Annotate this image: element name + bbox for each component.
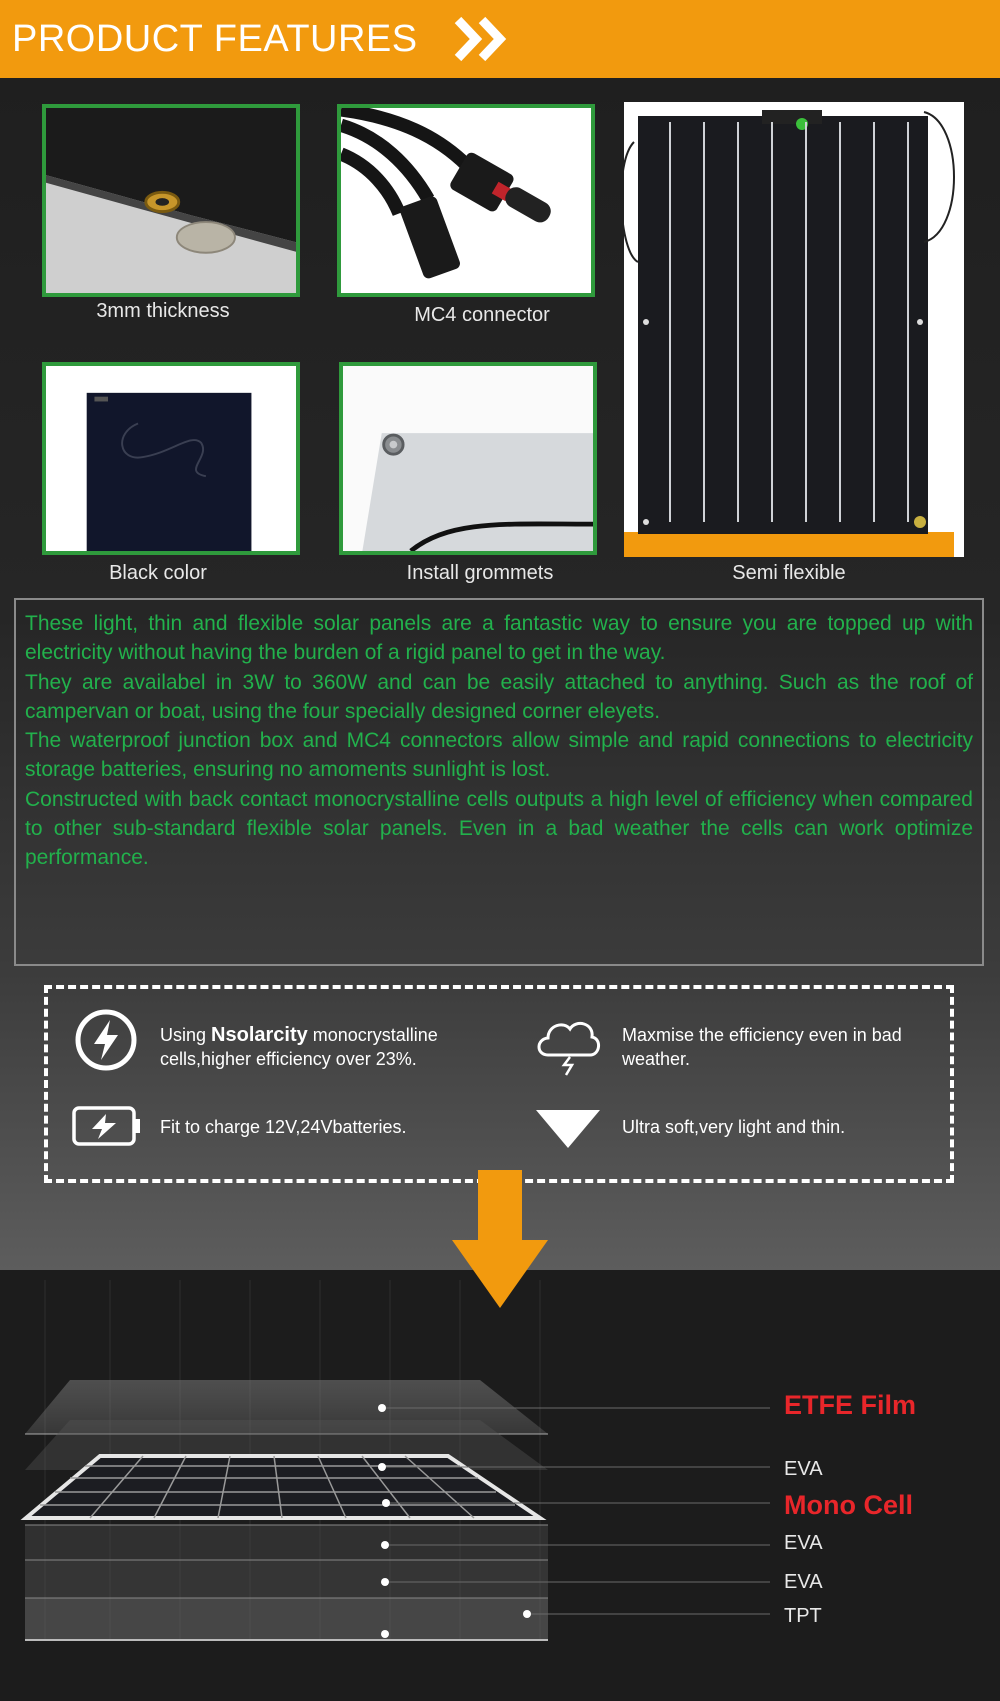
label-etfe-film: ETFE Film (784, 1390, 917, 1420)
black-panel-image (42, 362, 300, 555)
battery-charge-icon (72, 1106, 142, 1146)
description-paragraph: These light, thin and flexible solar panels are a fantastic way to ensure you are topped up with electricity without having the burden of a rigid panel to get in the way. (25, 612, 973, 665)
page-title: PRODUCT FEATURES (12, 18, 418, 60)
thickness-image (42, 104, 300, 297)
description-box (14, 598, 984, 966)
header-banner (0, 0, 1000, 78)
feature-efficiency-text-2: monocrystalline cells,higher efficiency over 23%. (160, 1025, 438, 1069)
caption-semi-flexible: Semi flexible (732, 562, 846, 584)
layer-stack-diagram (0, 1270, 1000, 1701)
triangle-down-icon (536, 1110, 600, 1148)
description-paragraph: They are availabel in 3W to 360W and can be easily attached to anything. Such as the roof of campervan or boat, using the four specially designed corner eleyets. (25, 670, 973, 723)
feature-ultra-soft: Ultra soft,very light and thin. (622, 1117, 846, 1137)
feature-list (44, 985, 954, 1183)
label-eva-3: EVA (784, 1571, 823, 1593)
caption-black-color: Black color (109, 562, 207, 584)
feature-efficiency (160, 1023, 480, 1071)
label-eva-1: EVA (784, 1458, 823, 1480)
feature-bad-weather: Maxmise the efficiency even in bad weather. (622, 1025, 902, 1069)
feature-efficiency-text: Using (160, 1025, 212, 1045)
label-tpt: TPT (784, 1605, 822, 1627)
flexible-panel-image (624, 102, 964, 557)
label-mono-cell: Mono Cell (784, 1490, 913, 1520)
mc4-connector-image (337, 104, 595, 297)
brand-name: Nsolarcity (211, 1024, 308, 1046)
caption-grommets: Install grommets (406, 562, 554, 584)
label-eva-2: EVA (784, 1532, 823, 1554)
description-paragraph: Constructed with back contact monocrystalline cells outputs a high level of efficiency when compared to other sub-standard flexible solar panels. Even in a bad weather the cells can work optimize performance. (25, 787, 973, 870)
caption-mc4: MC4 connector (414, 304, 550, 326)
storm-cloud-icon (534, 1013, 602, 1077)
grommet-image (339, 362, 597, 555)
double-chevron-right-icon (452, 16, 508, 62)
lightning-circle-icon (74, 1008, 138, 1072)
description-paragraph: The waterproof junction box and MC4 connectors allow simple and rapid connections to electricity storage batteries, ensuring no amoments sunlight is lost. (25, 729, 973, 782)
caption-thickness: 3mm thickness (96, 300, 230, 322)
feature-charge: Fit to charge 12V,24Vbatteries. (160, 1117, 407, 1137)
